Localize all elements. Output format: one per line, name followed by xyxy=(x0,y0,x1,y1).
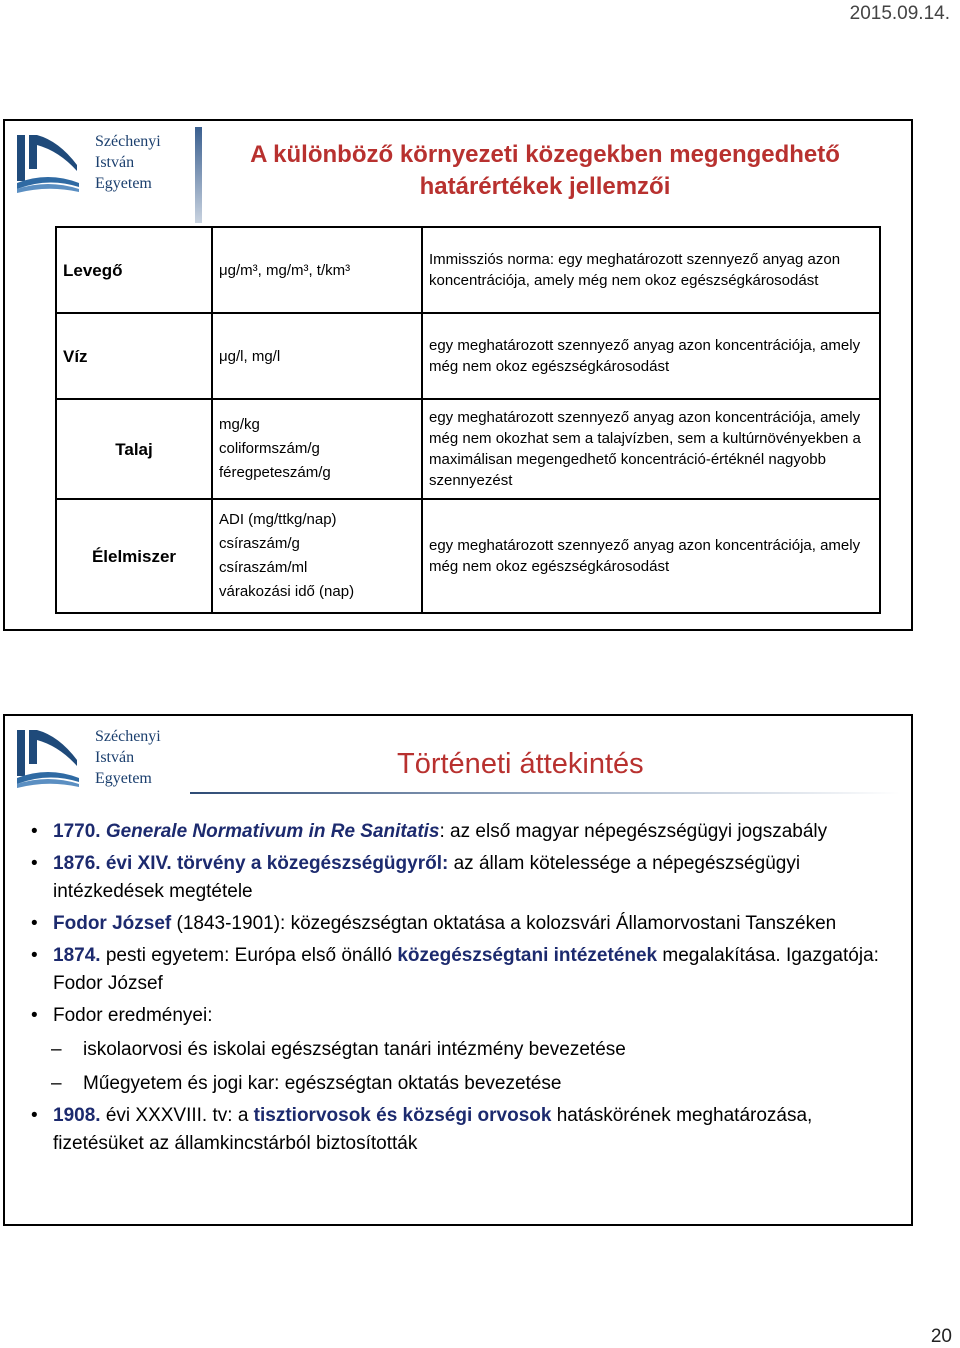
units-cell xyxy=(212,499,422,613)
slide-title xyxy=(210,139,880,203)
item-text: az állam kötelessége a népegészségügyi intézkedések megtétele xyxy=(53,853,801,902)
item-text: pesti egyetem: Európa első önálló xyxy=(100,945,398,966)
description-cell: egy meghatározott szennyező anyag azon koncentrációja, amely még nem okoz egészségkárosodást xyxy=(422,313,880,399)
unit-line: csíraszám/ml xyxy=(219,559,308,576)
dash-icon: – xyxy=(51,1073,62,1094)
unit-line: mg/kg xyxy=(219,416,260,433)
page-number: 20 xyxy=(930,1326,952,1347)
item-highlight: Fodor József xyxy=(53,913,172,934)
item-year: 1876. xyxy=(53,853,101,874)
item-highlight: közegészségtani intézetének xyxy=(397,945,658,966)
date-stamp: 2015.09.14. xyxy=(849,3,950,24)
slide-title: Történeti áttekintés xyxy=(397,748,644,780)
unit-line: várakozási idő (nap) xyxy=(219,583,355,600)
list-item xyxy=(27,1002,897,1030)
item-text: : az első magyar népegészségügyi jogszabály xyxy=(439,821,828,842)
unit-line: csíraszám/g xyxy=(219,535,300,552)
list-item xyxy=(27,1102,897,1158)
logo-line-1: Széchenyi xyxy=(95,728,161,745)
bullet-icon: • xyxy=(31,853,38,874)
medium-cell: Talaj xyxy=(56,399,212,499)
university-logo xyxy=(15,724,185,792)
bullet-icon: • xyxy=(31,1005,38,1026)
university-logo-icon xyxy=(15,131,81,193)
table-row xyxy=(56,399,880,499)
item-highlight: évi XIV. törvény a közegészségügyről: xyxy=(105,853,449,874)
logo-line-3: Egyetem xyxy=(95,770,152,787)
list-item xyxy=(27,818,897,846)
units-cell xyxy=(212,313,422,399)
list-item xyxy=(27,942,897,998)
table-row xyxy=(56,227,880,313)
logo-line-3: Egyetem xyxy=(95,175,152,192)
bullet-icon: • xyxy=(31,821,38,842)
logo-line-2: István xyxy=(95,154,135,171)
item-text: (1843-1901): közegészségtan oktatása a kolozsvári Államorvostani Tanszéken xyxy=(171,913,837,934)
title-accent-bar xyxy=(195,127,202,223)
sub-list-item xyxy=(27,1070,897,1098)
slide-limit-values xyxy=(3,119,913,631)
sub-list-item xyxy=(27,1036,897,1064)
slide-history xyxy=(3,714,913,1226)
item-text: évi XXXVIII. tv: a xyxy=(100,1105,254,1126)
slide-title-line-2: határértékek jellemzői xyxy=(419,173,671,200)
item-text: Fodor eredményei: xyxy=(53,1005,213,1026)
item-highlight: Generale Normativum in Re Sanitatis xyxy=(105,821,440,842)
unit-line: ADI (mg/ttkg/nap) xyxy=(219,511,337,528)
logo-line-2: István xyxy=(95,749,135,766)
item-text: megalakítása. Igazgatója: Fodor József xyxy=(53,945,879,994)
description-cell: Immissziós norma: egy meghatározott szennyező anyag azon koncentrációja, amely még nem okoz egészségkárosodást xyxy=(422,227,880,313)
unit-line: féregpeteszám/g xyxy=(219,464,331,481)
item-year: 1908. xyxy=(53,1105,101,1126)
units-cell xyxy=(212,227,422,313)
dash-icon: – xyxy=(51,1039,62,1060)
description-cell: egy meghatározott szennyező anyag azon koncentrációja, amely még nem okoz egészségkárosodást xyxy=(422,499,880,613)
units-cell xyxy=(212,399,422,499)
item-year: 1874. xyxy=(53,945,101,966)
list-item xyxy=(27,850,897,906)
medium-cell: Élelmiszer xyxy=(56,499,212,613)
limit-values-table xyxy=(55,226,881,614)
bullet-icon: • xyxy=(31,945,38,966)
sub-item-text: iskolaorvosi és iskolai egészségtan tanári intézmény bevezetése xyxy=(83,1039,626,1060)
medium-cell: Víz xyxy=(56,313,212,399)
history-list xyxy=(27,818,897,1162)
table-row xyxy=(56,499,880,613)
description-cell: egy meghatározott szennyező anyag azon koncentrációja, amely még nem okozhat sem a talajvízben, sem a kultúrnövényekben a maximálisan megengedhető koncentráció-értéknél nagyobb szennyezést xyxy=(422,399,880,499)
bullet-icon: • xyxy=(31,913,38,934)
item-text: hatáskörének meghatározása, fizetésüket az államkincstárból biztosították xyxy=(53,1105,813,1154)
unit-line: μg/m³, mg/m³, t/km³ xyxy=(219,261,351,279)
title-underline xyxy=(190,792,900,794)
sub-item-text: Műegyetem és jogi kar: egészségtan oktatás bevezetése xyxy=(83,1073,562,1094)
medium-cell: Levegő xyxy=(56,227,212,313)
item-year: 1770. xyxy=(53,821,101,842)
unit-line: μg/l, mg/l xyxy=(219,347,281,365)
slide-title-line-1: A különböző környezeti közegekben megengedhető xyxy=(250,141,840,168)
item-highlight: tisztiorvosok és községi orvosok xyxy=(253,1105,552,1126)
university-logo-icon xyxy=(15,726,81,788)
logo-line-1: Széchenyi xyxy=(95,133,161,150)
university-logo xyxy=(15,129,185,197)
bullet-icon: • xyxy=(31,1105,38,1126)
list-item xyxy=(27,910,897,938)
table-row xyxy=(56,313,880,399)
unit-line: coliformszám/g xyxy=(219,440,320,457)
